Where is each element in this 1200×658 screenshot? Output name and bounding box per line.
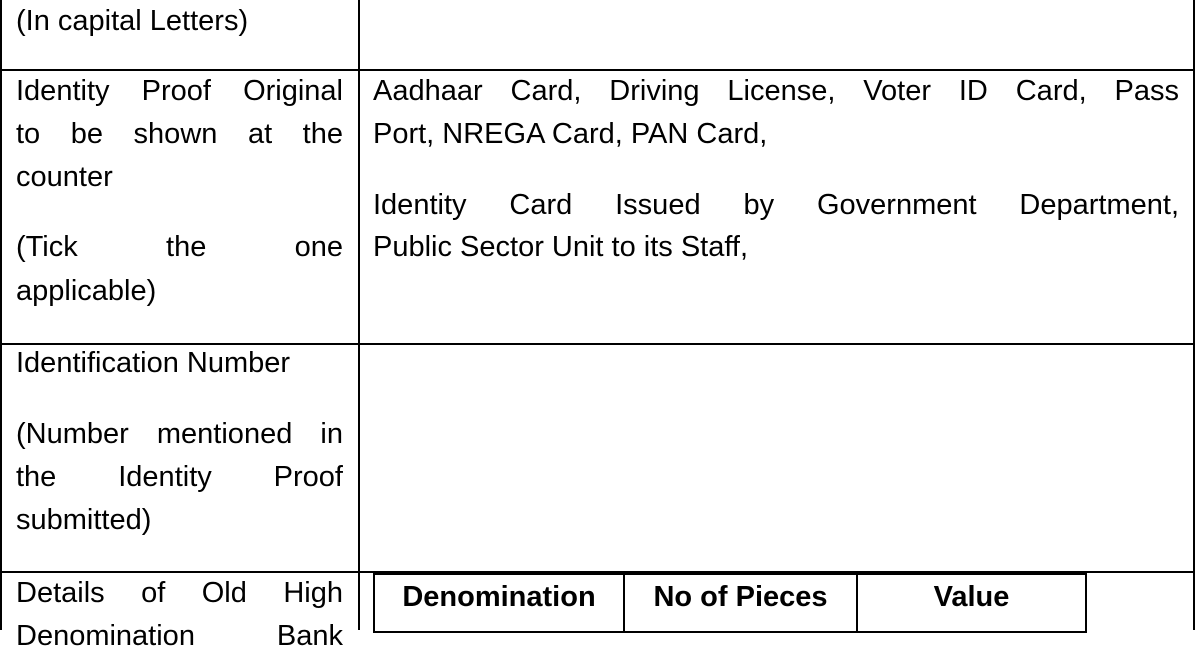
left-border [0, 0, 2, 630]
identity-proof-options-line-2[interactable]: Port, NREGA Card, PAN Card, [373, 118, 768, 150]
right-border [1193, 0, 1195, 630]
identity-proof-label-line-4: (Tick the one [16, 231, 343, 263]
identity-proof-options-line-1[interactable]: Aadhaar Card, Driving License, Voter ID Card, Pass [373, 75, 1179, 107]
value-header: Value [856, 575, 1085, 631]
identity-proof-label-line-3: counter [16, 161, 113, 193]
identity-proof-label-line-2: to be shown at the [16, 118, 343, 150]
identity-proof-options-line-4[interactable]: Public Sector Unit to its Staff, [373, 231, 749, 263]
name-label-line-1: (In capital Letters) [16, 5, 249, 37]
identity-proof-label-line-1: Identity Proof Original [16, 75, 343, 107]
old-notes-label-line-2: Denomination Bank [16, 620, 343, 652]
column-divider [358, 0, 360, 630]
identity-proof-label-line-5: applicable) [16, 275, 157, 307]
identification-number-field[interactable] [362, 346, 1192, 570]
identity-proof-options-line-3[interactable]: Identity Card Issued by Government Department, [373, 189, 1179, 221]
denomination-header: Denomination [402, 581, 596, 613]
identification-number-label-line-1: Identification Number [16, 347, 291, 379]
denomination-table [373, 573, 1087, 633]
identification-number-label-line-2: (Number mentioned in [16, 418, 343, 450]
identification-number-label-line-4: submitted) [16, 504, 152, 536]
old-notes-label-line-1: Details of Old High [16, 577, 343, 609]
pieces-header: No of Pieces [623, 575, 856, 631]
identification-number-label-line-3: the Identity Proof [16, 461, 343, 493]
name-value-field[interactable] [362, 0, 1192, 68]
